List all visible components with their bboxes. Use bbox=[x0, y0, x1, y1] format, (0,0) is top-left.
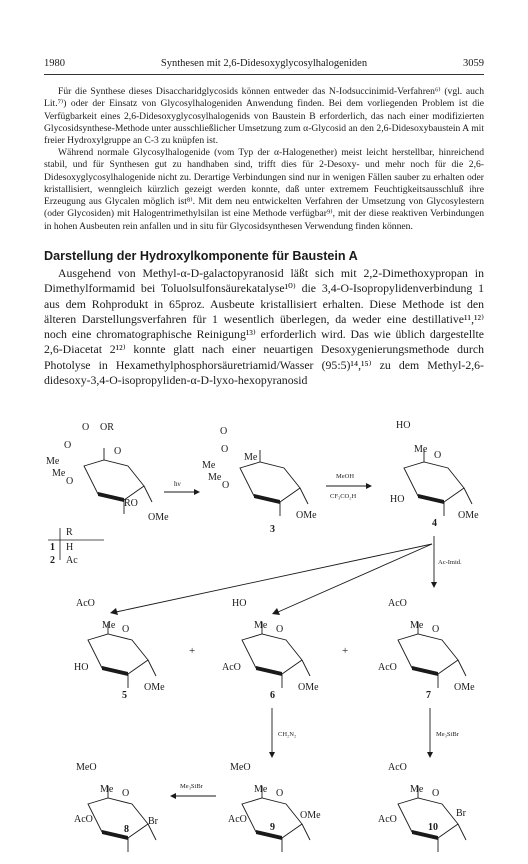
reagent-me3sibr: Me₃SiBr bbox=[436, 731, 459, 738]
header-year: 1980 bbox=[44, 58, 65, 69]
ome-label: OMe bbox=[144, 682, 165, 693]
me-label: Me bbox=[244, 452, 258, 463]
compound-number: 8 bbox=[124, 824, 129, 835]
me-label: Me bbox=[410, 620, 424, 631]
ome-label: OMe bbox=[454, 682, 475, 693]
ome-label: OMe bbox=[148, 512, 169, 523]
running-header bbox=[44, 58, 484, 72]
aco-label: AcO bbox=[222, 662, 241, 673]
reagent-cf3co2h: CF₃CO₂H bbox=[330, 493, 357, 500]
compound-number: 7 bbox=[426, 690, 431, 701]
header-title: Synthesen mit 2,6-Didesoxyglycosylhalogeniden bbox=[160, 58, 368, 69]
compound-number: 6 bbox=[270, 690, 275, 701]
compound-8 bbox=[74, 762, 159, 835]
compound-5 bbox=[74, 598, 165, 701]
o-label: O bbox=[114, 446, 122, 457]
meo-label: MeO bbox=[76, 762, 97, 773]
ome-label: OMe bbox=[296, 510, 317, 521]
aco-label: AcO bbox=[378, 814, 397, 825]
ro-label: RO bbox=[124, 498, 138, 509]
me-label: Me bbox=[254, 620, 268, 631]
o-label: O bbox=[220, 426, 228, 437]
me-label: Me bbox=[208, 472, 222, 483]
compound-4 bbox=[390, 420, 479, 529]
compound-10 bbox=[378, 762, 467, 833]
paragraph-1: Für die Synthese dieses Disaccharidglycosids können entweder das N-Iodsuccinimid-Verfahren⁶⁾ (vgl. auch Lit.⁷⁾) oder der Einsatz von Glycosylhalogeniden Anwendung finden. Bei dem vorliegenden Problem ist die Verfügbarkeit eines 2,6-Didesoxyglycosylhalogenids von Baustein B erforderlich, das nach einer modifizierten Glycosidsynthese-Methode unter ausschließlicher Umsetzung zum α-Glycosid an den 2,6-Didesoxybaustein A mit freier Hydroxylgruppe an C-3 zu knüpfen ist. bbox=[44, 86, 484, 146]
table-row-1-value: H bbox=[66, 542, 74, 553]
plus-sign: + bbox=[342, 645, 349, 657]
o-label: O bbox=[122, 624, 130, 635]
compound-number: 5 bbox=[122, 690, 127, 701]
compound-number: 10 bbox=[428, 822, 438, 833]
o-label: O bbox=[66, 476, 74, 487]
o-label: O bbox=[222, 480, 230, 491]
reagent-ch2n2: CH₂N₂ bbox=[278, 731, 297, 738]
arrow-bromination-9 bbox=[170, 783, 216, 799]
o-label: O bbox=[432, 624, 440, 635]
br-label: Br bbox=[148, 816, 158, 827]
o-label: O bbox=[82, 422, 90, 433]
ome-label: OMe bbox=[300, 810, 321, 821]
ho-label: HO bbox=[396, 420, 411, 431]
meo-label: MeO bbox=[230, 762, 251, 773]
reagent-meoh: MeOH bbox=[336, 473, 355, 480]
br-label: Br bbox=[456, 808, 466, 819]
o-label: O bbox=[276, 624, 284, 635]
arrow-acetylation bbox=[110, 536, 462, 615]
reagent-hv: hν bbox=[174, 480, 181, 488]
me-label: Me bbox=[102, 620, 116, 631]
paragraph-2: Während normale Glycosylhalogenide (vom Typ der α-Halogenether) meist leicht herstellbar, hinreichend stabil, und für Synthesen gut zu handhaben sind, trifft dies für 2-Desoxy- und mehr noch für die 2,6-Didesoxyglycosylhalogenide nicht zu. Derartige Verbindungen sind nur in wenigen Fällen sauber zu erhalten oder kristallisiert, wenngleich kürzlich gezeigt werden konnte, daß unter extremem Feuchtigkeitsausschluß ihre Erzeugung aus Glycalen möglich ist⁸⁾. Mit dem neu entwickelten Verfahren der Umsetzung von Glycosylestern (oder Glycosiden) mit Halogentrimethylsilan ist eine Methode verfügbar⁹⁾, mit der diese reaktiven Verbindungen in hohen Ausbeuten rein anfallen und in situ für Glycosidsynthesen Verwendung finden können. bbox=[44, 147, 484, 232]
header-rule bbox=[44, 74, 484, 75]
table-header-r: R bbox=[66, 527, 73, 538]
compound-1-2 bbox=[46, 422, 169, 523]
substituent-table bbox=[48, 527, 104, 566]
compound-number: 3 bbox=[270, 524, 275, 535]
o-label: O bbox=[64, 440, 72, 451]
table-row-2-value: Ac bbox=[66, 555, 78, 566]
compound-3 bbox=[202, 426, 317, 535]
arrow-photolysis bbox=[164, 480, 200, 495]
arrow-bromination-7 bbox=[427, 708, 460, 758]
aco-label: AcO bbox=[228, 814, 247, 825]
ome-label: OMe bbox=[298, 682, 319, 693]
ome-label: OMe bbox=[458, 510, 479, 521]
aco-label: AcO bbox=[76, 598, 95, 609]
o-label: O bbox=[432, 788, 440, 799]
pyranose-ring bbox=[84, 448, 152, 514]
ho-label: HO bbox=[390, 494, 405, 505]
arrow-methanolysis bbox=[326, 473, 372, 500]
me-label: Me bbox=[46, 456, 60, 467]
reagent-ac-imid: Ac-Imid. bbox=[438, 559, 462, 566]
compound-7 bbox=[378, 598, 475, 701]
ho-label: HO bbox=[232, 598, 247, 609]
me-label: Me bbox=[100, 784, 114, 795]
compound-6 bbox=[222, 598, 319, 701]
me-label: Me bbox=[254, 784, 268, 795]
plus-sign: + bbox=[189, 645, 196, 657]
aco-label: AcO bbox=[388, 598, 407, 609]
o-label: O bbox=[276, 788, 284, 799]
reaction-scheme bbox=[44, 418, 484, 835]
me-label: Me bbox=[52, 468, 66, 479]
table-row-1-number: 1 bbox=[50, 542, 55, 553]
compound-number: 9 bbox=[270, 822, 275, 833]
compound-9 bbox=[228, 762, 321, 833]
reagent-me3sibr: Me₃SiBr bbox=[180, 783, 203, 790]
table-row-2-number: 2 bbox=[50, 555, 55, 566]
me-label: Me bbox=[202, 460, 216, 471]
me-label: Me bbox=[410, 784, 424, 795]
ho-label: HO bbox=[74, 662, 89, 673]
section-paragraph: Ausgehend von Methyl-α-D-galactopyranosid läßt sich mit 2,2-Dimethoxypropan in Dimethylformamid bei Toluolsulfonsäurekatalyse¹⁰⁾ die 3,4-O-Isopropylidenverbindung 1 aus dem Rohprodukt in 65proz. Ausbeute kristallisiert erhalten. Diese Methode ist den älteren Darstellungsverfahren für 1 wesentlich überlegen, da weder eine destillative¹¹,¹²⁾ noch eine chromatographische Reinigung¹³⁾ erforderlich wird. Das wie üblich dargestellte 2,6-Diacetat 2¹²⁾ konnte glatt nach einer neuartigen Desoxygenierungsmethode durch Photolyse in Hexamethylphosphorsäuretriamid/Wasser (95:5)¹⁴,¹⁵⁾ zu dem Methyl-2,6-didesoxy-3,4-O-isopropyliden-α-D-lyxo-hexopyranosid bbox=[44, 266, 484, 388]
or-label: OR bbox=[100, 422, 114, 433]
section-heading: Darstellung der Hydroxylkomponente für Baustein A bbox=[44, 249, 358, 263]
aco-label: AcO bbox=[388, 762, 407, 773]
me-label: Me bbox=[414, 444, 428, 455]
o-label: O bbox=[122, 788, 130, 799]
compound-number: 4 bbox=[432, 518, 437, 529]
o-label: O bbox=[434, 450, 442, 461]
aco-label: AcO bbox=[74, 814, 93, 825]
arrow-methylation bbox=[269, 708, 296, 758]
o-label: O bbox=[221, 444, 229, 455]
header-page-number: 3059 bbox=[463, 58, 484, 69]
aco-label: AcO bbox=[378, 662, 397, 673]
